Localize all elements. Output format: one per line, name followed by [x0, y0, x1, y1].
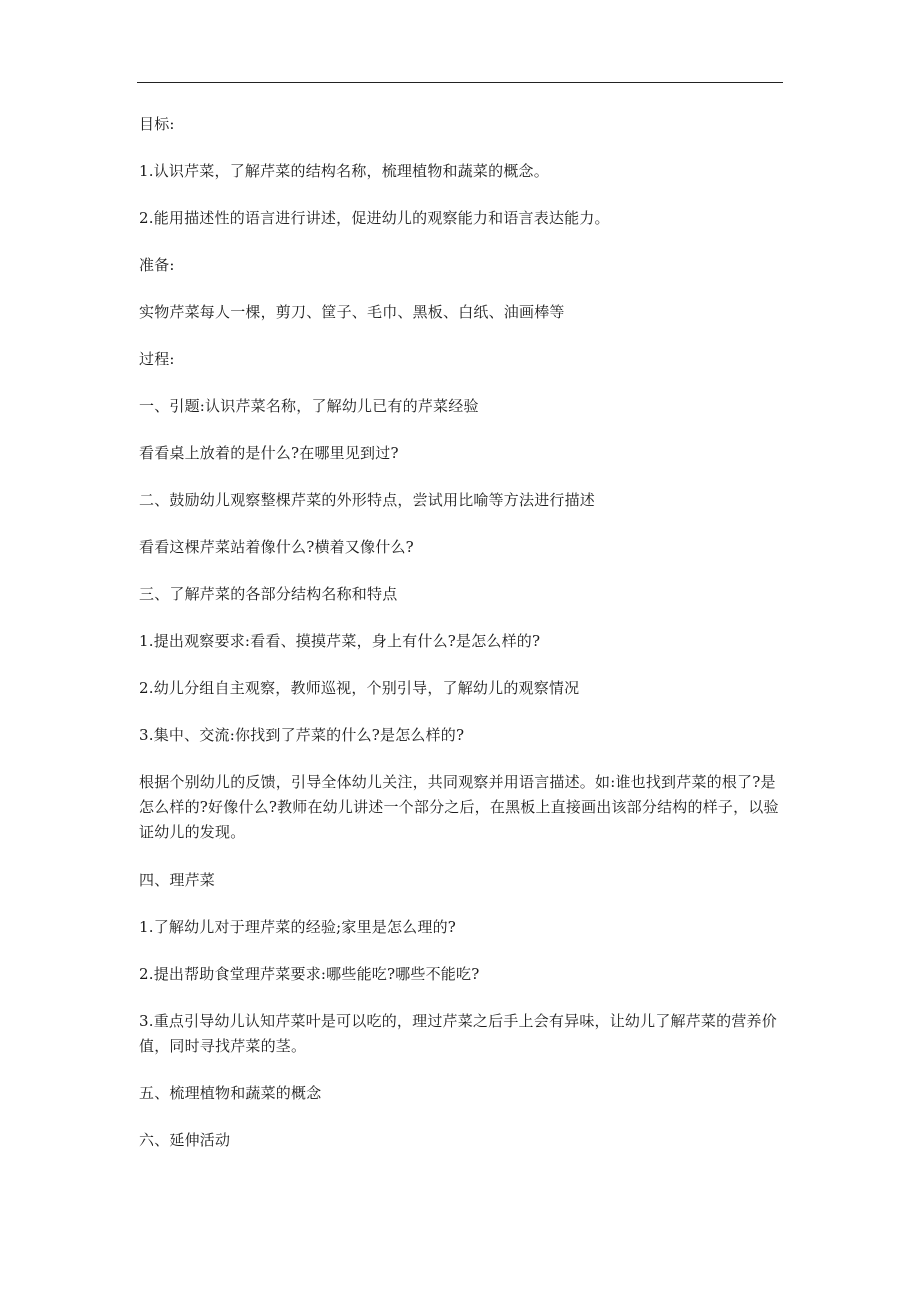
- step-3-item-1: 1.提出观察要求:看看、摸摸芹菜，身上有什么?是怎么样的?: [139, 632, 541, 650]
- preparation-text: 实物芹菜每人一棵，剪刀、筐子、毛巾、黑板、白纸、油画棒等: [139, 303, 565, 321]
- step-heading-4: 四、理芹菜: [139, 870, 216, 889]
- step-heading-5: 五、梳理植物和蔬菜的概念: [139, 1084, 322, 1102]
- step-3-item-3: 3.集中、交流:你找到了芹菜的什么?是怎么样的?: [139, 726, 465, 744]
- step-3-item-2: 2.幼儿分组自主观察，教师巡视，个别引导，了解幼儿的观察情况: [139, 679, 580, 697]
- section-heading-preparation: 准备:: [139, 256, 175, 274]
- step-heading-2: 二、鼓励幼儿观察整棵芹菜的外形特点，尝试用比喻等方法进行描述: [139, 491, 596, 509]
- step-4-item-1: 1.了解幼儿对于理芹菜的经验;家里是怎么理的?: [139, 917, 457, 936]
- goal-item-1: 1.认识芹菜，了解芹菜的结构名称，梳理植物和蔬菜的概念。: [139, 162, 549, 180]
- step-4-item-2: 2.提出帮助食堂理芹菜要求:哪些能吃?哪些不能吃?: [139, 964, 480, 983]
- step-heading-6: 六、延伸活动: [139, 1131, 231, 1149]
- document-body: [139, 112, 787, 1175]
- step-3-detail: 根据个别幼儿的反馈，引导全体幼儿关注，共同观察并用语言描述。如:谁也找到芹菜的根了?是怎么样的?好像什么?教师在幼儿讲述一个部分之后，在黑板上直接画出该部分结构的样子，以验证幼儿的发现。: [139, 773, 779, 841]
- step-2-text: 看看这棵芹菜站着像什么?横着又像什么?: [139, 538, 414, 556]
- goal-item-2: 2.能用描述性的语言进行讲述，促进幼儿的观察能力和语言表达能力。: [139, 209, 610, 227]
- section-heading-process: 过程:: [139, 350, 175, 368]
- step-heading-3: 三、了解芹菜的各部分结构名称和特点: [139, 585, 398, 603]
- header-rule: [137, 82, 783, 83]
- section-heading-goals: 目标:: [139, 115, 175, 133]
- step-heading-1: 一、引题:认识芹菜名称，了解幼儿已有的芹菜经验: [139, 397, 479, 415]
- step-1-text: 看看桌上放着的是什么?在哪里见到过?: [139, 444, 399, 462]
- step-4-item-3: 3.重点引导幼儿认知芹菜叶是可以吃的，理过芹菜之后手上会有异味，让幼儿了解芹菜的营养价值，同时寻找芹菜的茎。: [139, 1011, 777, 1055]
